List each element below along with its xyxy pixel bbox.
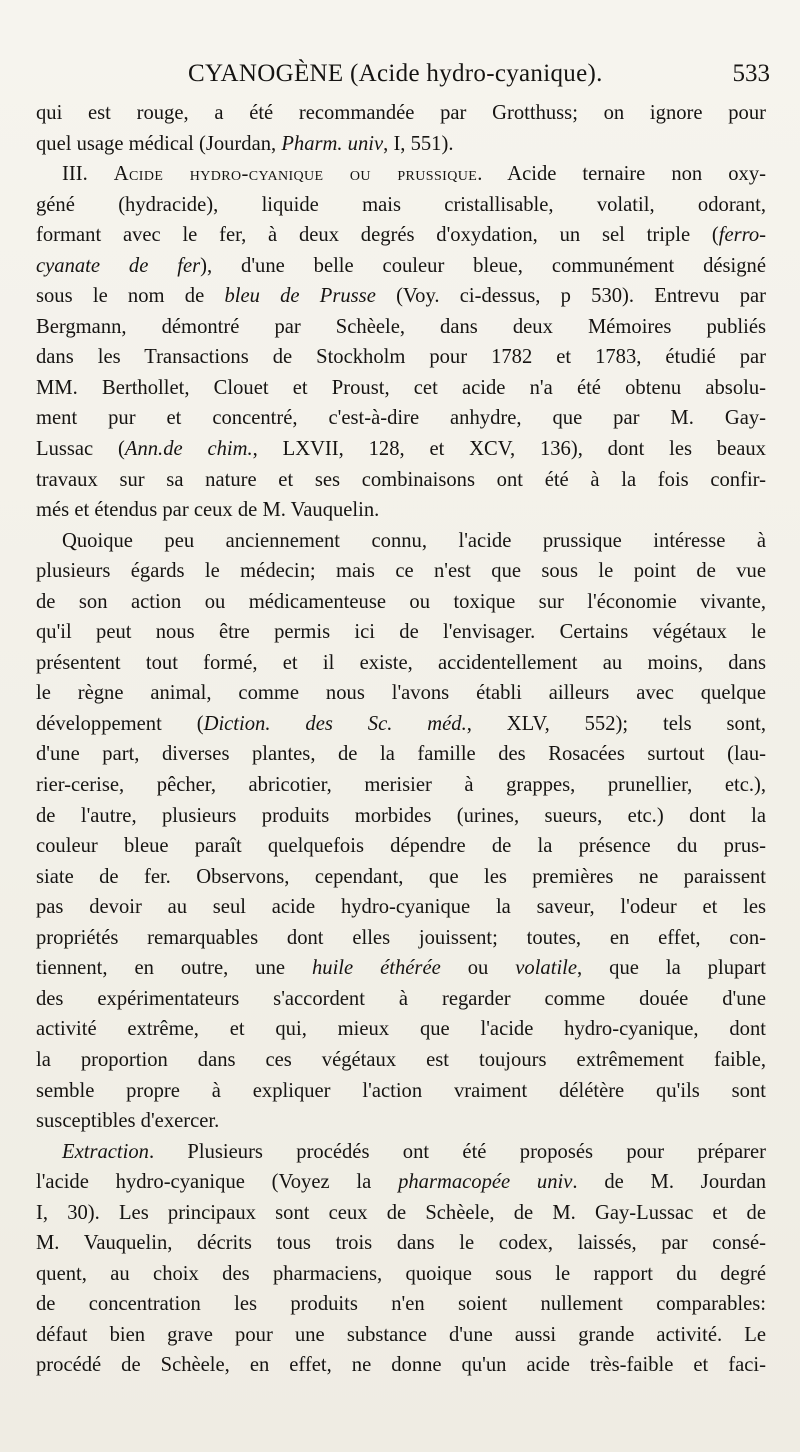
text-segment: semble propre à expliquer l'action vraiment délétère qu'ils sont: [36, 1079, 766, 1102]
text-segment: Quoique peu anciennement connu, l'acide prussique intéresse à: [62, 529, 766, 552]
text-line: [36, 1259, 766, 1290]
text-segment: I, 30). Les principaux sont ceux de Schèele, de M. Gay-Lussac et de: [36, 1201, 766, 1224]
text-segment: activité extrême, et qui, mieux que l'acide hydro-cyanique, dont: [36, 1018, 766, 1041]
text-segment: la proportion dans ces végétaux est toujours extrêmement faible,: [36, 1048, 766, 1071]
text-line: [36, 526, 766, 557]
text-segment: , XLV, 552); tels sont,: [466, 712, 766, 735]
text-segment: travaux sur sa nature et ses combinaisons ont été à la fois confir-: [36, 468, 766, 491]
text-segment: més et étendus par ceux de M. Vauquelin.: [36, 499, 380, 522]
text-segment: des expérimentateurs s'accordent à regarder comme douée d'une: [36, 987, 766, 1010]
text-segment: ment pur et concentré, c'est-à-dire anhydre, que par M. Gay-: [36, 407, 766, 430]
text-line: [36, 1320, 766, 1351]
text-segment: rier-cerise, pêcher, abricotier, merisier à grappes, prunellier, etc.),: [36, 774, 766, 797]
text-segment: , I, 551).: [383, 132, 454, 155]
text-line: [36, 1137, 766, 1168]
text-segment: de concentration les produits n'en soient nullement comparables:: [36, 1293, 766, 1316]
text-segment: M. Vauquelin, décrits tous trois dans le codex, laissés, par consé-: [36, 1232, 766, 1255]
text-line: [36, 678, 766, 709]
italic-text: bleu de Prusse: [224, 285, 376, 308]
text-line: [36, 129, 766, 160]
text-segment: , LXVII, 128, et XCV, 136), dont les beaux: [252, 438, 766, 461]
text-line: [36, 495, 766, 526]
small-caps-text: Acide hydro-cyanique ou prussique: [113, 163, 478, 186]
text-segment: III.: [62, 163, 114, 186]
text-line: [36, 251, 766, 282]
text-line: [36, 831, 766, 862]
text-line: [36, 1106, 766, 1137]
text-segment: siate de fer. Observons, cependant, que les premières ne paraissent: [36, 865, 766, 888]
page-header: [38, 60, 770, 100]
text-segment: géné (hydracide), liquide mais cristallisable, volatil, odorant,: [36, 193, 766, 216]
text-segment: susceptibles d'exercer.: [36, 1110, 220, 1133]
text-line: [36, 373, 766, 404]
text-segment: couleur bleue paraît quelquefois dépendre de la présence du prus-: [36, 835, 766, 858]
text-line: [36, 159, 766, 190]
text-segment: l'acide hydro-cyanique (Voyez la: [36, 1171, 399, 1194]
text-segment: qui est rouge, a été recommandée par Grotthuss; on ignore pour: [36, 102, 766, 124]
text-line: [36, 953, 766, 984]
text-segment: . Plusieurs procédés ont été proposés pour préparer: [148, 1140, 766, 1163]
italic-text: Pharm. univ: [281, 132, 384, 155]
text-segment: Bergmann, démontré par Schèele, dans deux Mémoires publiés: [36, 315, 766, 338]
text-segment: propriétés remarquables dont elles jouissent; toutes, en effet, con-: [36, 926, 766, 949]
text-segment: tiennent, en outre, une: [36, 957, 312, 980]
text-segment: le règne animal, comme nous l'avons établi ailleurs avec quelque: [36, 682, 766, 705]
text-line: [36, 1076, 766, 1107]
text-line: [36, 1198, 766, 1229]
text-line: [36, 770, 766, 801]
text-segment: quel usage médical (Jourdan,: [36, 132, 282, 155]
text-segment: , que la plupart: [577, 957, 766, 980]
italic-text: ferro-: [718, 224, 766, 247]
italic-text: Diction. des Sc. méd.: [203, 712, 467, 735]
text-line: [36, 617, 766, 648]
italic-text: cyanate de fer: [36, 254, 201, 277]
text-line: [36, 587, 766, 618]
text-line: [36, 801, 766, 832]
text-line: [36, 923, 766, 954]
text-line: [36, 1014, 766, 1045]
text-segment: procédé de Schèele, en effet, ne donne qu'un acide très-faible et faci-: [36, 1354, 766, 1377]
text-segment: . Acide ternaire non oxy-: [477, 163, 766, 186]
text-segment: (Voy. ci-dessus, p 530). Entrevu par: [375, 285, 766, 308]
text-line: [36, 403, 766, 434]
text-line: [36, 281, 766, 312]
italic-text: huile éthérée: [311, 957, 441, 980]
text-line: [36, 342, 766, 373]
text-line: [36, 984, 766, 1015]
body-text: [36, 98, 766, 1381]
text-line: [36, 465, 766, 496]
text-line: [36, 862, 766, 893]
text-segment: Lussac (: [36, 438, 125, 461]
text-line: [36, 1045, 766, 1076]
text-segment: développement (: [36, 712, 204, 735]
text-segment: . de M. Jourdan: [572, 1171, 766, 1194]
text-segment: quent, au choix des pharmaciens, quoique sous le rapport du degré: [36, 1262, 766, 1285]
text-line: [36, 190, 766, 221]
text-line: [36, 709, 766, 740]
text-line: [36, 1350, 766, 1381]
text-segment: dans les Transactions de Stockholm pour 1782 et 1783, étudié par: [36, 346, 766, 369]
text-segment: MM. Berthollet, Clouet et Proust, cet acide n'a été obtenu absolu-: [36, 376, 766, 399]
text-line: [36, 1289, 766, 1320]
text-line: [36, 556, 766, 587]
text-segment: qu'il peut nous être permis ici de l'envisager. Certains végétaux le: [36, 621, 766, 644]
italic-text: volatile: [515, 957, 578, 980]
text-segment: sous le nom de: [36, 285, 225, 308]
text-segment: présentent tout formé, et il existe, accidentellement au moins, dans: [36, 651, 766, 674]
page-number: 533: [732, 60, 770, 87]
text-segment: pas devoir au seul acide hydro-cyanique la saveur, l'odeur et les: [36, 896, 766, 919]
italic-text: pharmacopée univ: [398, 1171, 573, 1194]
text-line: [36, 739, 766, 770]
text-line: [36, 1228, 766, 1259]
text-segment: de l'autre, plusieurs produits morbides (urines, sueurs, etc.) dont la: [36, 804, 766, 827]
text-segment: ou: [440, 957, 516, 980]
text-line: [36, 312, 766, 343]
text-segment: défaut bien grave pour une substance d'une aussi grande activité. Le: [36, 1323, 766, 1346]
text-segment: formant avec le fer, à deux degrés d'oxydation, un sel triple (: [36, 224, 719, 247]
text-segment: de son action ou médicamenteuse ou toxique sur l'économie vivante,: [36, 590, 766, 613]
text-segment: ), d'une belle couleur bleue, communément désigné: [200, 254, 766, 277]
text-segment: d'une part, diverses plantes, de la famille des Rosacées surtout (lau-: [36, 743, 766, 766]
italic-text: Extraction: [62, 1140, 149, 1163]
text-segment: plusieurs égards le médecin; mais ce n'est que sous le point de vue: [36, 560, 766, 583]
text-line: [36, 892, 766, 923]
running-head: CYANOGÈNE (Acide hydro-cyanique).: [188, 60, 603, 87]
text-line: [36, 434, 766, 465]
text-line: [36, 220, 766, 251]
text-line: [36, 98, 766, 129]
italic-text: Ann.de chim.: [124, 438, 253, 461]
text-line: [36, 1167, 766, 1198]
text-line: [36, 648, 766, 679]
